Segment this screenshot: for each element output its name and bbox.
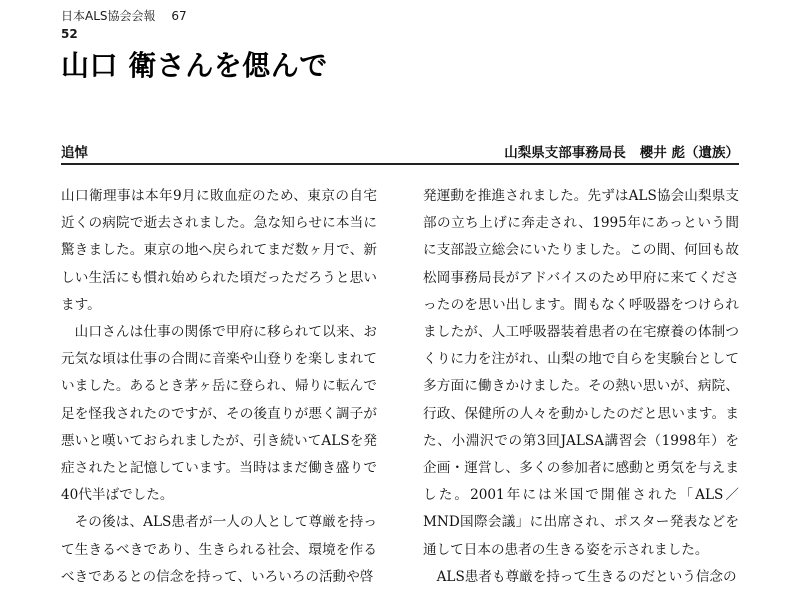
- running-header: [61, 8, 187, 24]
- issue-number: 67: [171, 9, 187, 23]
- section-label: 追悼: [61, 145, 88, 161]
- paragraph: ALS患者も尊厳を持って生きるのだという信念の: [436, 568, 737, 585]
- paragraph: その後は、ALS患者が一人の人として尊厳を持って生きるべきであり、生きられる社会、環境を作るべきであるとの信念を持って、いろいろの活動や啓: [61, 514, 377, 585]
- byline: [61, 139, 739, 161]
- author-block: [504, 141, 739, 161]
- article-title: 山口 衛さんを偲んで: [61, 49, 328, 82]
- paragraph: 発運動を推進されました。先ずはALS協会山梨県支部の立ち上げに奔走され、1995年にあっという間に支部設立総会にいたりました。この間、何回も故松岡事務局長がアドバイスのため甲府に来てくださったのを思い出します。間もなく呼吸器をつけられましたが、人工呼吸器装着患者の在宅療養の体制つくりに力を注がれ、山梨の地で自らを実験台として多方面に働きかけました。その熱い思いが、病院、行政、保健所の人々を動かしたのだと思います。また、小淵沢での第3回JALSA講習会（1998年）を企画・運営し、多くの参加者に感動と勇気を与えました。2001年には米国で開催された「ALS／MND国際会議」に出席され、ポスター発表などを通して日本の患者の生きる姿を示されました。: [423, 188, 739, 558]
- paragraph: 山口さんは仕事の関係で甲府に移られて以来、お元気な頃は仕事の合間に音楽や山登りを楽しまれていました。あるとき茅ヶ岳に登られ、帰りに転んで足を怪我されたのですが、その後直りが悪く調子が悪いと嘆いておられましたが、引き続いてALSを発症されたと記憶しています。当時はまだ働き盛りで40代半ばでした。: [61, 324, 377, 504]
- author-name: 櫻井 彪（遺族）: [639, 145, 739, 161]
- body-column-left: [61, 183, 377, 591]
- title-divider: [61, 163, 739, 165]
- publication-name: 日本ALS協会会報: [61, 9, 156, 23]
- paragraph: 山口衛理事は本年9月に敗血症のため、東京の自宅近くの病院で逝去されました。急な知らせに本当に驚きました。東京の地へ戻られてまだ数ヶ月で、新しい生活にも慣れ始められた頃だっただろうと思います。: [61, 188, 377, 313]
- author-affiliation: 山梨県支部事務局長: [504, 145, 626, 161]
- body-column-right: [423, 183, 739, 591]
- page-number: 52: [61, 27, 78, 41]
